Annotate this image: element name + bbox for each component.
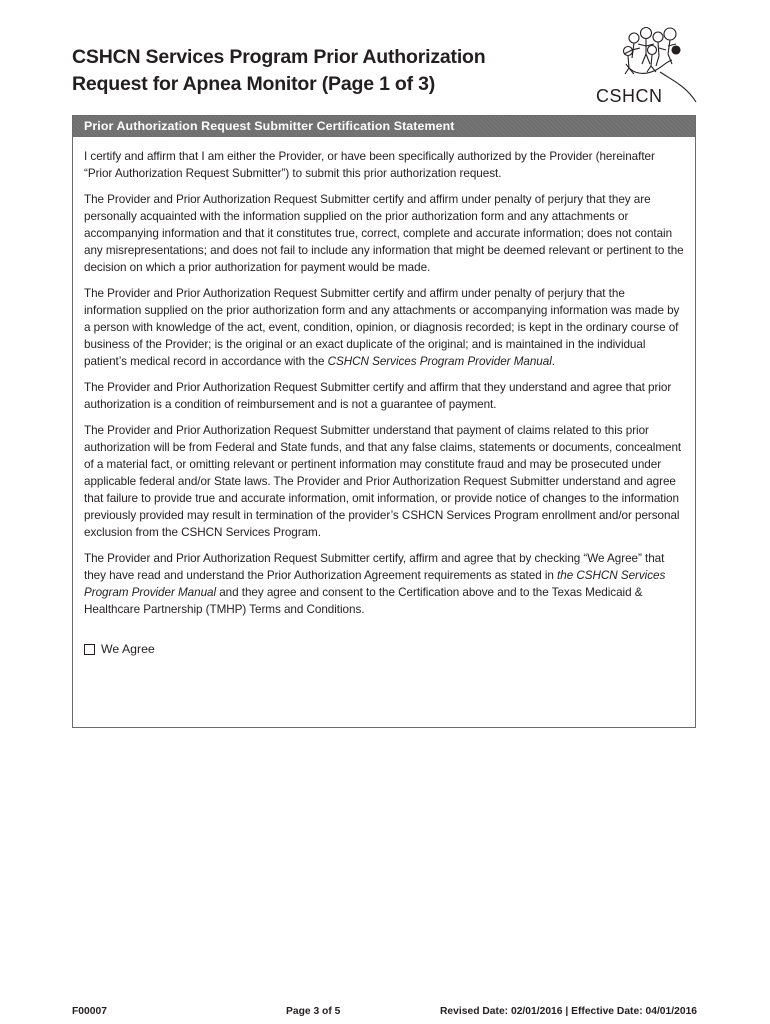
we-agree-option[interactable]	[84, 642, 684, 656]
logo-child-head	[641, 28, 652, 39]
cshcn-logo	[586, 24, 704, 108]
certification-paragraph	[84, 148, 684, 182]
paragraph-text: I certify and affirm that I am either the Provider, or have been specifically authorized by the Provider (hereinafter “Prior Authorization Request Submitter”) to submit this prior authorization request.	[84, 150, 655, 180]
footer-form-number: F00007	[72, 1006, 107, 1017]
certification-body	[73, 137, 695, 656]
paragraph-text: The Provider and Prior Authorization Request Submitter understand that payment of claims related to this prior authorization will be from Federal and State funds, and that any false claims, statements or documents, concealment of a material fact, or omitting relevant or pertinent information may constitute fraud and may be prosecuted under applicable federal and/or State laws. The Provider and Prior Authorization Request Submitter understand and agree that failure to provide true and accurate information, omit information, or provide notice of changes to the information previously provided may result in termination of the provider’s CSHCN Services Program enrollment and/or personal exclusion from the CSHCN Services Program.	[84, 424, 682, 539]
logo-child-head	[653, 32, 663, 42]
provider-manual-reference: CSHCN Services Program Provider Manual	[327, 355, 552, 368]
we-agree-label[interactable]: We Agree	[101, 642, 155, 656]
logo-child-body	[647, 55, 656, 72]
page-title	[72, 44, 485, 98]
page-title-line-2: Request for Apnea Monitor (Page 1 of 3)	[72, 73, 436, 95]
logo-child-body	[656, 42, 666, 66]
paragraph-text: The Provider and Prior Authorization Request Submitter certify and affirm under penalty of perjury that they are personally acquainted with the information supplied on the prior authorization form and any attachments or accompanying information and that it constitutes true, correct, complete and accurate information; does not contain any misrepresentations; and does not fail to include any information that might be deemed relevant or pertinent to the decision on which a prior authorization for payment would be made.	[84, 193, 684, 274]
logo-text: CSHCN	[596, 86, 663, 106]
certification-paragraph	[84, 191, 684, 276]
page-title-line-1: CSHCN Services Program Prior Authorization	[72, 46, 486, 68]
logo-child-head	[648, 46, 657, 55]
provider-manual-reference: the CSHCN Services Program Provider Manual	[84, 569, 666, 599]
certification-paragraph	[84, 379, 684, 413]
we-agree-checkbox[interactable]	[84, 644, 95, 655]
logo-child-head	[664, 28, 676, 40]
certification-paragraph	[84, 422, 684, 541]
paragraph-text: and they agree and consent to the Certification above and to the Texas Medicaid & Healthcare Partnership (TMHP) Terms and Conditions.	[84, 586, 643, 616]
paragraph-text: .	[551, 355, 555, 368]
certification-statement-box	[72, 115, 696, 728]
paragraph-text: The Provider and Prior Authorization Request Submitter certify, affirm and agree that by checking “We Agree” that they have read and understand the Prior Authorization Agreement requirements as stated in	[84, 552, 665, 582]
footer-dates: Revised Date: 02/01/2016 | Effective Date: 04/01/2016	[440, 1006, 698, 1017]
certification-header: Prior Authorization Request Submitter Certification Statement	[73, 116, 695, 137]
logo-string	[660, 72, 696, 102]
footer-page-number: Page 3 of 5	[286, 1006, 341, 1017]
paragraph-text: The Provider and Prior Authorization Request Submitter certify and affirm that they understand and agree that prior authorization is a condition of reimbursement and is not a guarantee of payment.	[84, 381, 672, 411]
logo-child-head	[629, 33, 639, 43]
certification-paragraph	[84, 285, 684, 370]
certification-paragraph	[84, 550, 684, 618]
logo-balloon	[672, 46, 680, 54]
paragraph-text: The Provider and Prior Authorization Request Submitter certify and affirm under penalty of perjury that the information supplied on the prior authorization form and any attachments or accompanying information was made by a person with knowledge of the act, event, condition, opinion, or diagnosis recorded; is kept in the ordinary course of business of the Provider; is the original or an exact duplicate of the original; and is maintained in the individual patient’s medical record in accordance with the	[84, 287, 680, 368]
